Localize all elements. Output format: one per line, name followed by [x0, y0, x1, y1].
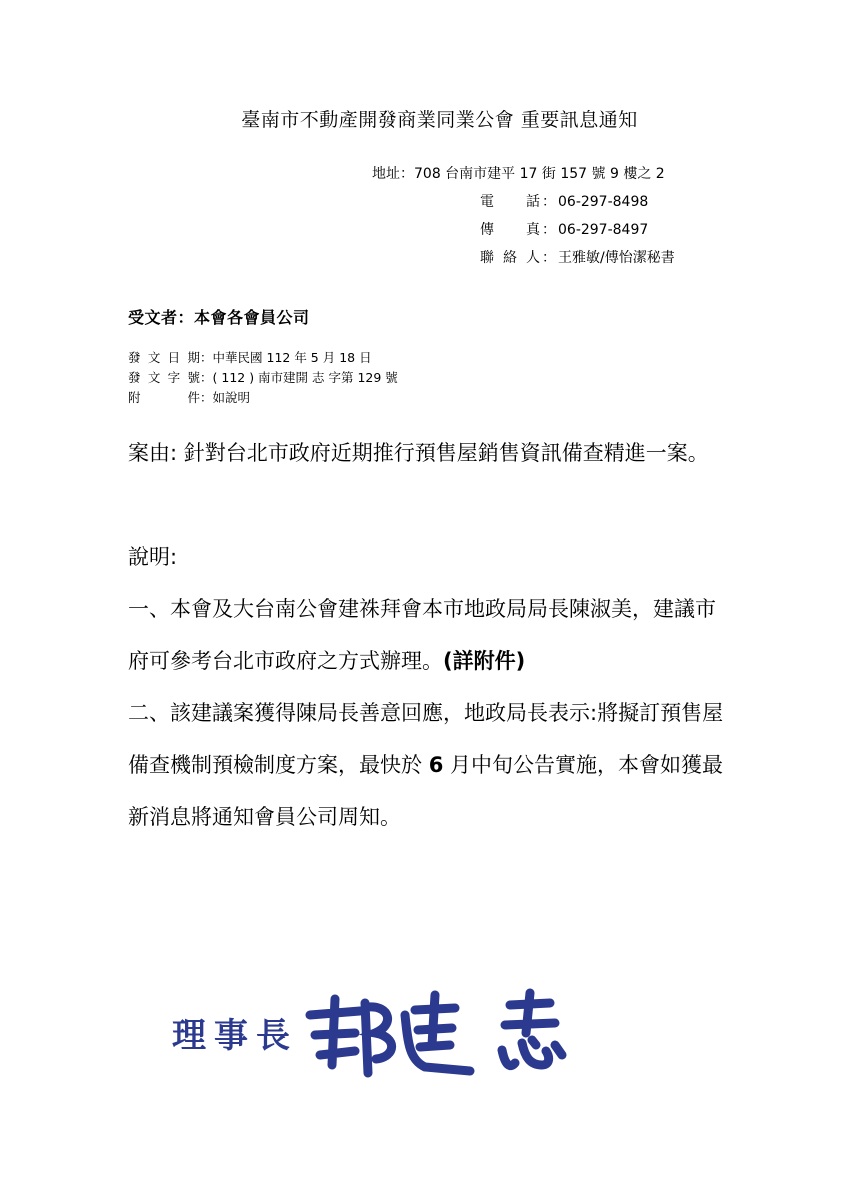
signature-title-glyphs	[172, 1016, 290, 1056]
recipient: 受文者：本會各會員公司	[128, 308, 310, 327]
person-value: 王雅敏/傅怡潔秘書	[558, 250, 675, 266]
contact-fax	[480, 219, 648, 239]
attachment	[128, 388, 250, 406]
svg-text:長: 長	[256, 1016, 290, 1056]
item2-bold-number: 6	[428, 753, 444, 777]
item1-note: (詳附件)	[443, 649, 526, 673]
chairman-signature-stamp	[170, 985, 590, 1085]
explanation-item-2	[128, 687, 728, 843]
person-label: 聯 絡 人	[480, 250, 540, 266]
date-label: 發文日期	[128, 350, 200, 365]
contact-phone	[480, 191, 648, 211]
date-separator: ：	[200, 350, 213, 365]
attach-label: 附 件	[128, 390, 200, 405]
subject-text: 針對台北市政府近期推行預售屋銷售資訊備查精進一案。	[177, 441, 709, 465]
fax-value: 06-297-8497	[558, 222, 649, 238]
contact-person	[480, 247, 675, 267]
fax-separator: ：	[542, 222, 556, 238]
signature-name-brush	[310, 993, 562, 1073]
svg-text:事: 事	[214, 1016, 248, 1056]
subject-label: 案由:	[128, 441, 178, 465]
phone-label: 電 話	[480, 194, 540, 210]
phone-value: 06-297-8498	[558, 194, 649, 210]
docno-separator: ：	[200, 370, 213, 385]
docno-label: 發文字號	[128, 370, 200, 385]
svg-text:理: 理	[172, 1016, 206, 1056]
person-separator: ：	[542, 250, 556, 266]
signature-ink	[172, 993, 562, 1073]
date-value: 中華民國 112 年 5 月 18 日	[212, 350, 372, 365]
item2-text-b: 月中旬公告實施，本會如獲最新消息將通知會員公司周知。	[128, 753, 723, 829]
phone-separator: ：	[542, 194, 556, 210]
issue-date	[128, 348, 372, 366]
explanation-heading: 說明:	[128, 545, 178, 569]
document-title: 臺南市不動產開發商業同業公會 重要訊息通知	[241, 109, 638, 131]
explanation-item-1	[128, 583, 728, 687]
item2-text-a: 二、該建議案獲得陳局長善意回應，地政局長表示:將擬訂預售屋備查機制預檢制度方案，最快於	[128, 701, 724, 777]
docno-value: ( 112 ) 南市建開 志 字第 129 號	[212, 370, 398, 385]
attach-value: 如說明	[212, 390, 251, 405]
contact-address: 地址：708 台南市建平 17 街 157 號 9 樓之 2	[372, 166, 665, 182]
item1-text: 一、本會及大台南公會建祩拜會本市地政局局長陳淑美，建議市府可參考台北市政府之方式辦理。	[128, 597, 716, 673]
attach-separator: ：	[200, 390, 213, 405]
subject-paragraph	[128, 427, 728, 479]
fax-label: 傳 真	[480, 222, 540, 238]
document-number	[128, 368, 398, 386]
